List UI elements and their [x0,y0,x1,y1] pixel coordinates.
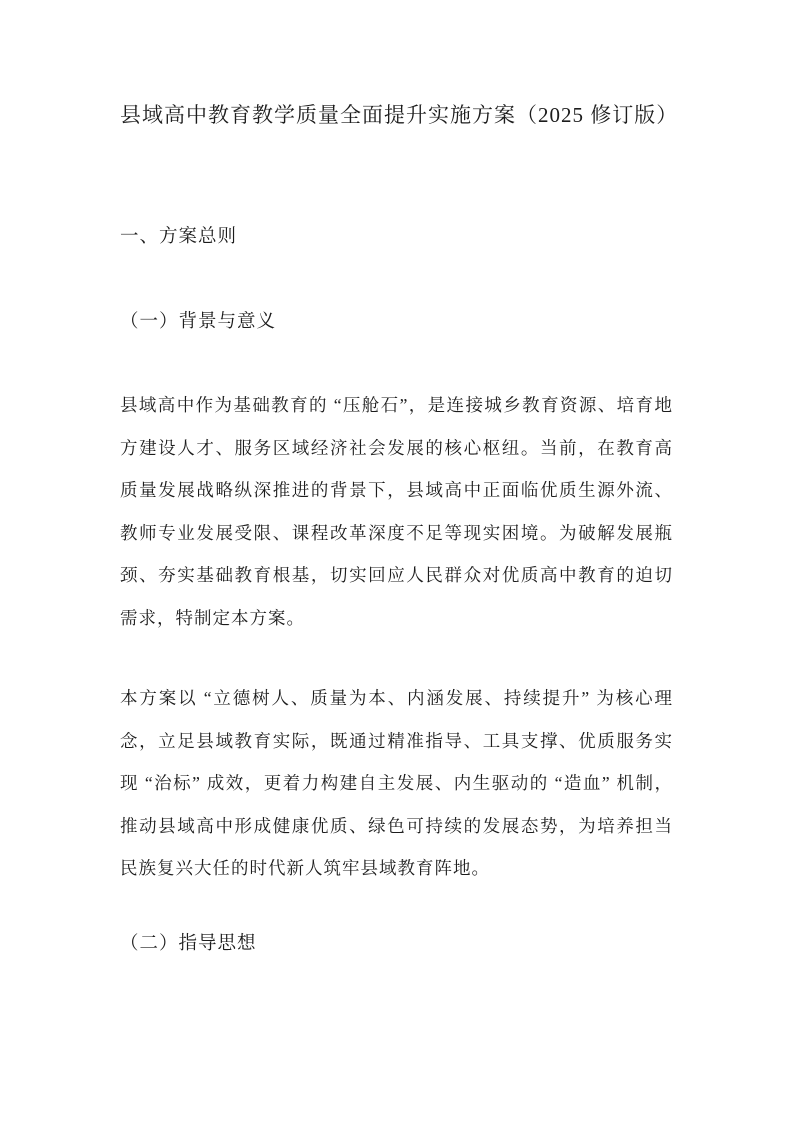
section-heading-overview: 一、方案总则 [120,227,238,247]
paragraph-core-concept: 本方案以 “立德树人、质量为本、内涵发展、持续提升” 为核心理念，立足县域教育实际，既通过精准指导、工具支撑、优质服务实现 “治标” 成效，更着力构建自主发展、内生驱动的 “造血” 机制，推动县域高中形成健康优质、绿色可持续的发展态势，为培养担当民族复兴大任的时代新人筑牢县域教育阵地。 [120,688,673,878]
subsection-heading-guiding-ideology: （二）指导思想 [120,933,257,954]
document-title: 县域高中教育教学质量全面提升实施方案（2025 修订版） [120,103,679,127]
paragraph-background: 县域高中作为基础教育的 “压舱石”，是连接城乡教育资源、培育地方建设人才、服务区域经济社会发展的核心枢纽。当前，在教育高质量发展战略纵深推进的背景下，县域高中正面临优质生源外流、教师专业发展受限、课程改革深度不足等现实困境。为破解发展瓶颈、夯实基础教育根基，切实回应人民群众对优质高中教育的迫切需求，特制定本方案。 [120,395,673,628]
subsection-heading-background: （一）背景与意义 [120,312,277,332]
